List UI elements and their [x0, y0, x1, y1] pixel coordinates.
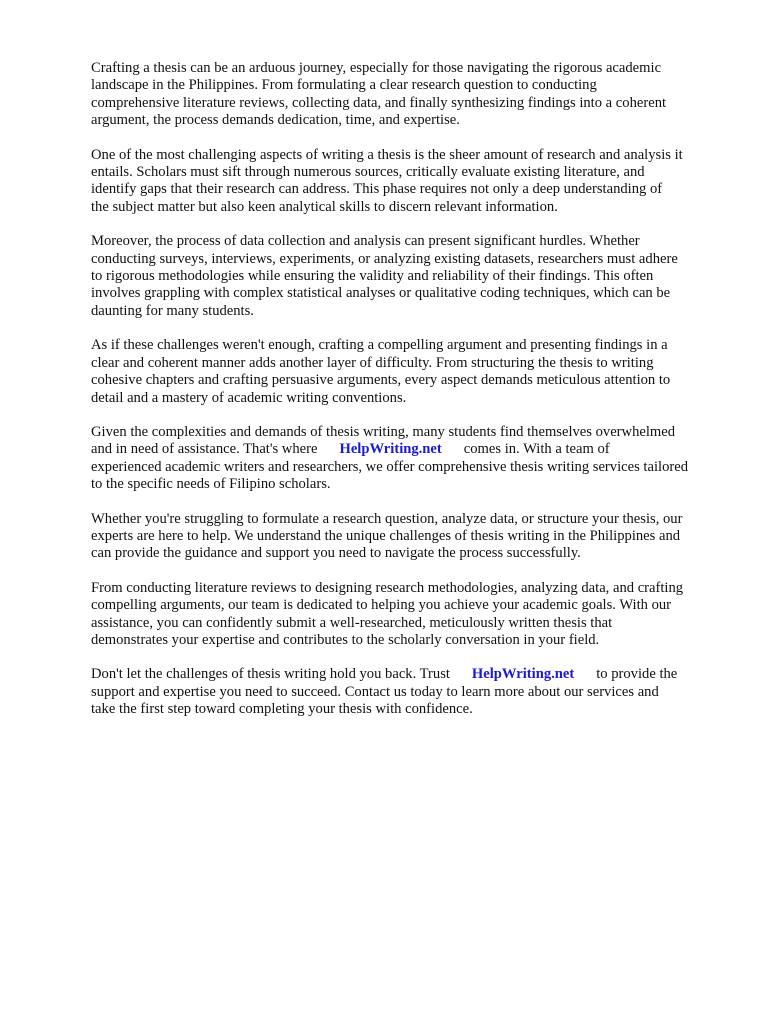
text-line: detail and a mastery of academic writing conventions.: [91, 389, 407, 406]
text-line: take the first step toward completing your thesis with confidence.: [91, 701, 473, 718]
helpwriting-link[interactable]: HelpWriting.net: [339, 441, 442, 458]
paragraph-research-challenges: [91, 147, 731, 217]
text-line: conducting surveys, interviews, experiments, or analyzing existing datasets, researchers must adhere: [91, 250, 678, 267]
paragraph-intro: [91, 60, 731, 130]
document-body: [91, 60, 731, 736]
paragraph-call-to-action: [91, 666, 731, 718]
text-line: argument, the process demands dedication, time, and expertise.: [91, 112, 460, 129]
text-fragment: and in need of assistance. That's where: [91, 441, 318, 458]
text-line: comprehensive literature reviews, collecting data, and finally synthesizing findings into a coherent: [91, 94, 667, 111]
text-line: experienced academic writers and researchers, we offer comprehensive thesis writing services tailored: [91, 458, 688, 475]
text-fragment: Don't let the challenges of thesis writing hold you back. Trust: [91, 666, 450, 683]
text-line: identify gaps that their research can address. This phase requires not only a deep understanding of: [91, 181, 663, 198]
text-line: compelling arguments, our team is dedicated to helping you achieve your academic goals. With our: [91, 597, 672, 614]
helpwriting-link[interactable]: HelpWriting.net: [471, 666, 575, 683]
text-line: support and expertise you need to succeed. Contact us today to learn more about our services and: [91, 683, 659, 700]
text-fragment: comes in. With a team of: [463, 441, 610, 458]
text-line: Crafting a thesis can be an arduous journey, especially for those navigating the rigorous academic: [91, 60, 662, 76]
text-line: demonstrates your expertise and contributes to the scholarly conversation in your field.: [91, 631, 600, 648]
paragraph-services: [91, 580, 731, 650]
paragraph-experts: [91, 511, 731, 563]
text-line: daunting for many students.: [91, 302, 254, 319]
paragraph-argument: [91, 337, 731, 407]
text-line: involves grappling with complex statistical analyses or qualitative coding techniques, which can be: [91, 285, 671, 302]
text-line: From conducting literature reviews to designing research methodologies, analyzing data, and crafting: [91, 579, 684, 596]
text-line: entails. Scholars must sift through numerous sources, critically evaluate existing literature, and: [91, 164, 645, 181]
text-line: cohesive chapters and crafting persuasive arguments, every aspect demands meticulous attention to: [91, 372, 671, 389]
text-line-with-link: [91, 666, 731, 683]
text-line: Moreover, the process of data collection and analysis can present significant hurdles. Whether: [91, 233, 640, 250]
text-line: clear and coherent manner adds another layer of difficulty. From structuring the thesis to writing: [91, 354, 654, 371]
text-line: Given the complexities and demands of thesis writing, many students find themselves overwhelmed: [91, 423, 676, 440]
text-line-with-link: [91, 441, 731, 458]
text-line: landscape in the Philippines. From formulating a clear research question to conducting: [91, 77, 597, 94]
text-fragment: to provide the: [596, 666, 678, 683]
text-line: One of the most challenging aspects of writing a thesis is the sheer amount of research and analysis it: [91, 146, 683, 163]
text-line: Whether you're struggling to formulate a research question, analyze data, or structure your thesis, our: [91, 510, 683, 527]
text-line: As if these challenges weren't enough, crafting a compelling argument and presenting findings in a: [91, 337, 668, 354]
text-line: to the specific needs of Filipino scholars.: [91, 476, 331, 493]
text-line: the subject matter but also keen analytical skills to discern relevant information.: [91, 198, 558, 215]
text-line: experts are here to help. We understand the unique challenges of thesis writing in the Philippines and: [91, 527, 681, 544]
text-line: can provide the guidance and support you need to navigate the process successfully.: [91, 545, 581, 562]
text-line: to rigorous methodologies while ensuring the validity and reliability of their findings. This often: [91, 268, 654, 285]
paragraph-assistance: [91, 424, 731, 494]
paragraph-data-collection: [91, 233, 731, 320]
text-line: assistance, you can confidently submit a well-researched, meticulously written thesis that: [91, 614, 613, 631]
